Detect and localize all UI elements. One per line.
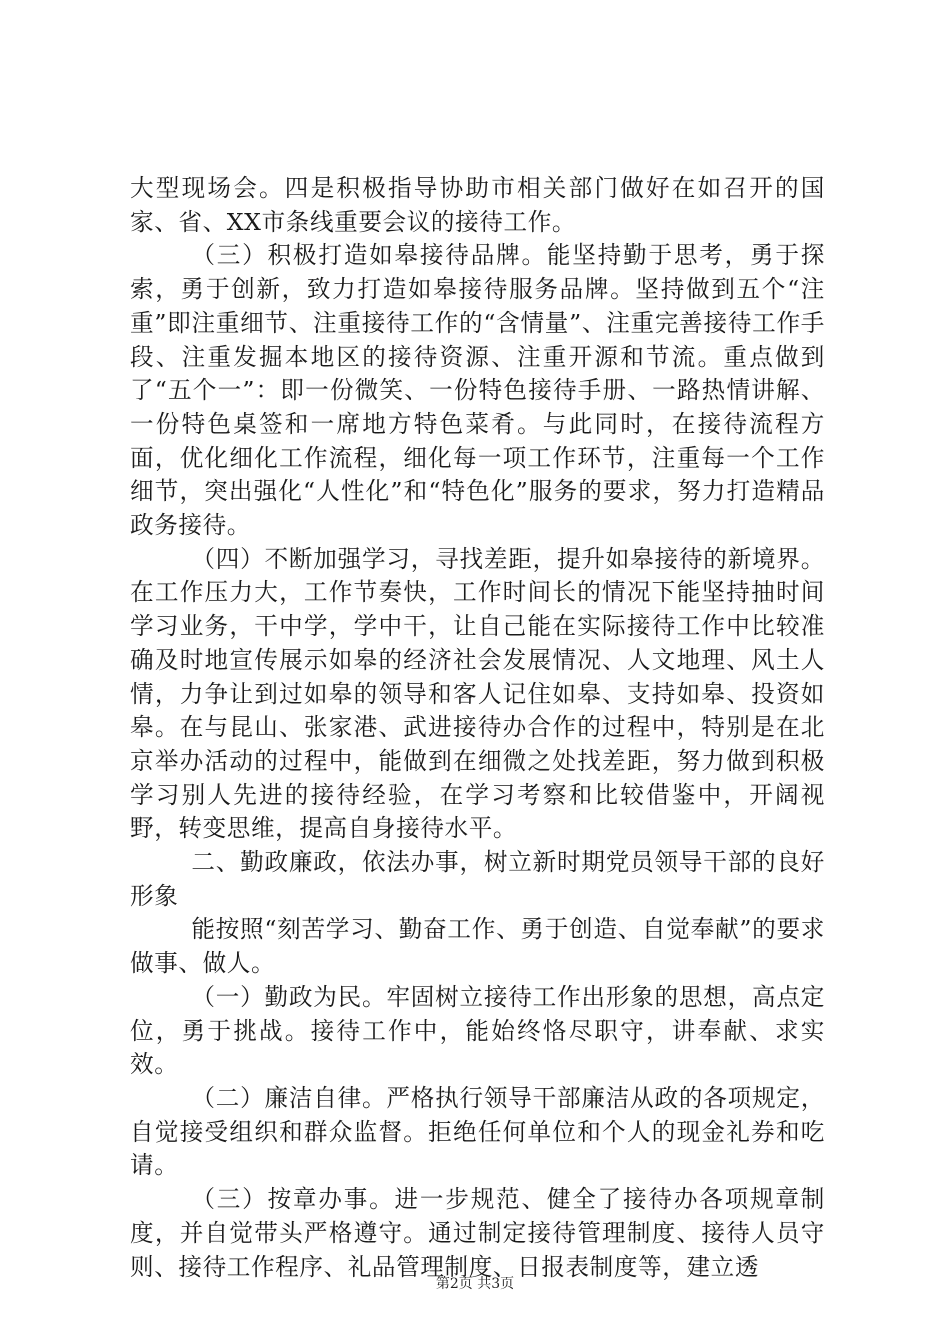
paragraph-2: （三）积极打造如皋接待品牌。能坚持勤于思考，勇于探索，勇于创新，致力打造如皋接待服务品牌。坚持做到五个“注重”即注重细节、注重接待工作的“含情量”、注重完善接待工作手段、注重发掘本地区的接待资源、注重开源和节流。重点做到了“五个一”：即一份微笑、一份特色接待手册、一路热情讲解、一份特色桌签和一席地方特色菜肴。与此同时，在接待流程方面，优化细化工作流程，细化每一项工作环节，注重每一个工作细节，突出强化“人性化”和“特色化”服务的要求，努力打造精品政务接待。 bbox=[130, 241, 825, 540]
paragraph-7: （三）按章办事。进一步规范、健全了接待办各项规章制度，并自觉带头严格遵守。通过制定接待管理制度、接待人员守则、接待工作程序、礼品管理制度、日报表制度等，建立透 bbox=[130, 1185, 825, 1281]
paragraph-1: 大型现场会。四是积极指导协助市相关部门做好在如召开的国家、省、XX市条线重要会议的接待工作。 bbox=[130, 174, 825, 236]
paragraph-4: 能按照“刻苦学习、勤奋工作、勇于创造、自觉奉献”的要求做事、做人。 bbox=[130, 915, 825, 978]
paragraph-3: （四）不断加强学习，寻找差距，提升如皋接待的新境界。在工作压力大，工作节奏快，工作时间长的情况下能坚持抽时间学习业务，干中学，学中干，让自己能在实际接待工作中比较准确及时地宣传展示如皋的经济社会发展情况、人文地理、风土人情，力争让到过如皋的领导和客人记住如皋、支持如皋、投资如皋。在与昆山、张家港、武进接待办合作的过程中，特别是在北京举办活动的过程中，能做到在细微之处找差距，努力做到积极学习别人先进的接待经验，在学习考察和比较借鉴中，开阔视野，转变思维，提高自身接待水平。 bbox=[130, 544, 825, 843]
page-footer: 第2页 共3页 bbox=[435, 1276, 515, 1292]
paragraph-5: （一）勤政为民。牢固树立接待工作出形象的思想，高点定位，勇于挑战。接待工作中，能始终恪尽职守，讲奉献、求实效。 bbox=[130, 982, 825, 1079]
section-heading-2: 二、勤政廉政，依法办事，树立新时期党员领导干部的良好形象 bbox=[130, 848, 825, 910]
paragraph-6: （二）廉洁自律。严格执行领导干部廉洁从政的各项规定，自觉接受组织和群众监督。拒绝任何单位和个人的现金礼券和吃请。 bbox=[130, 1083, 825, 1180]
document-body bbox=[130, 172, 825, 1284]
